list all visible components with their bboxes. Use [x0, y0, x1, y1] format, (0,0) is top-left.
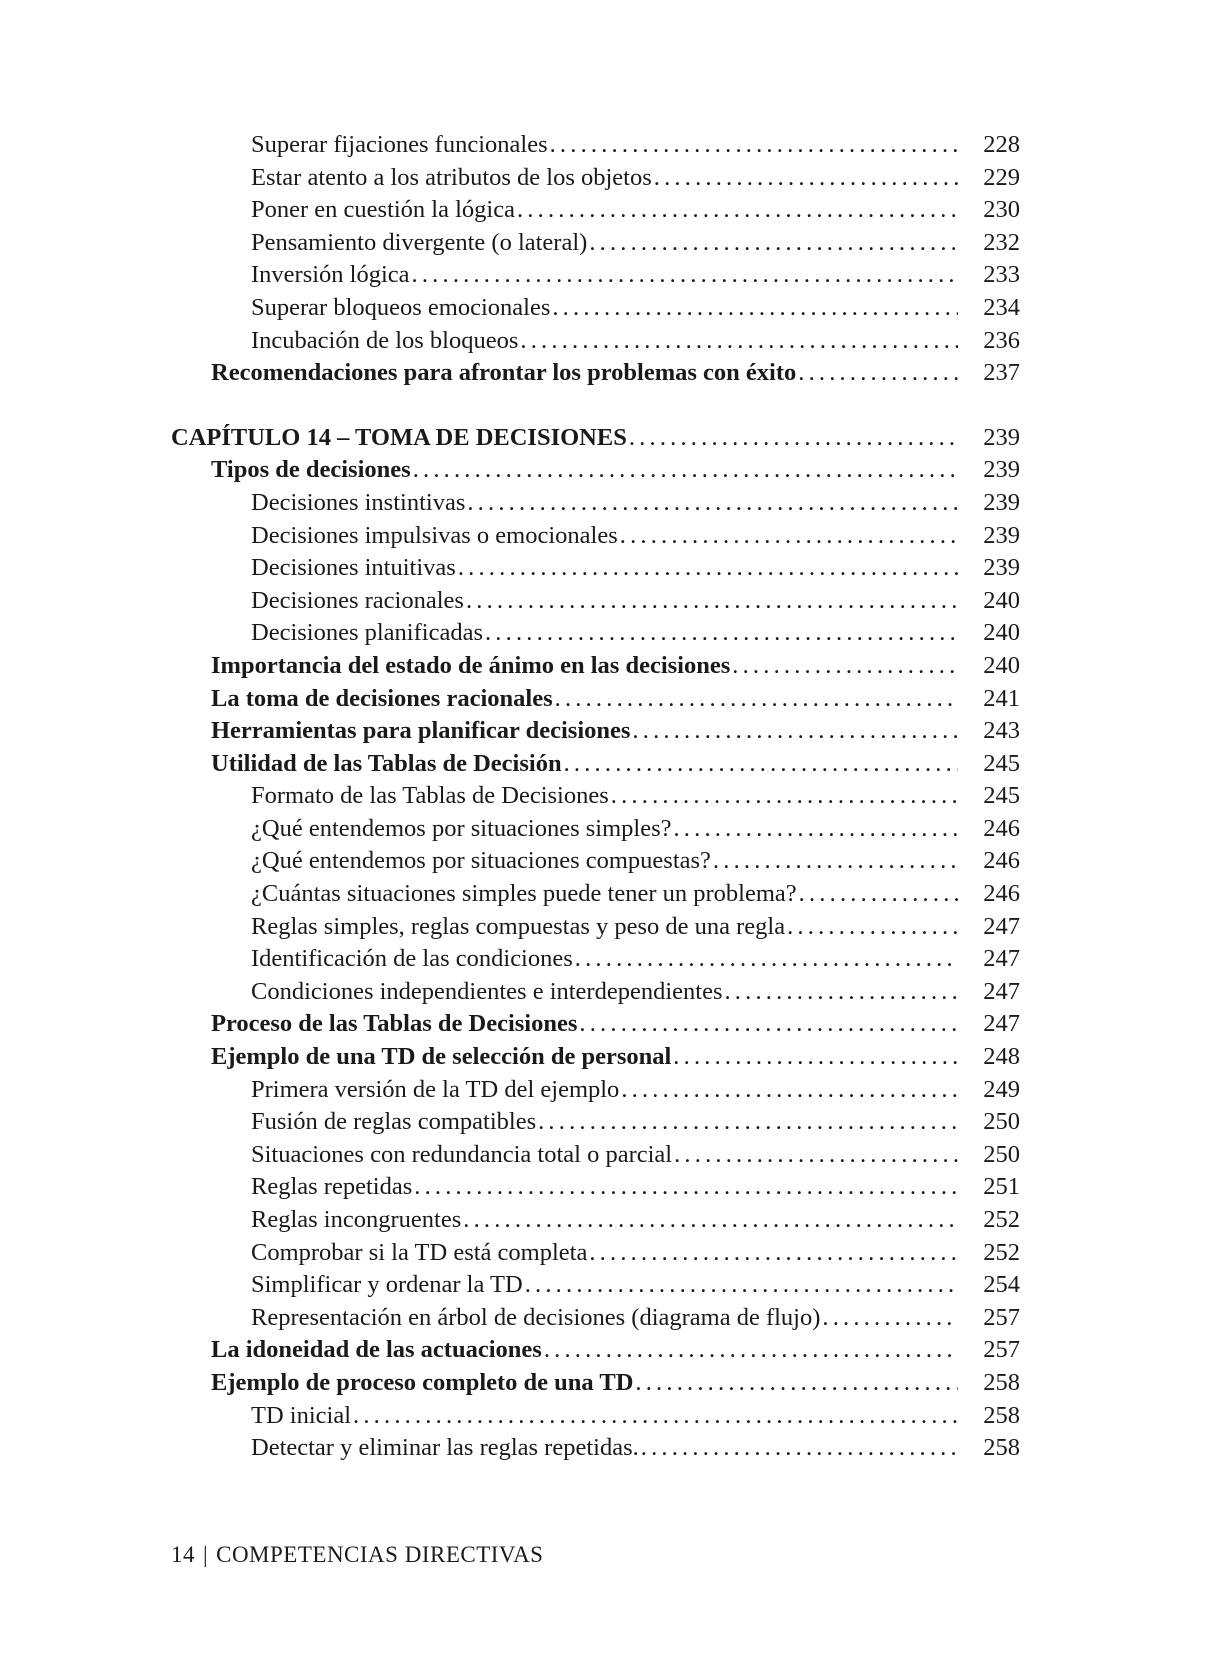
toc-entry-page-number: 234 — [983, 293, 1020, 321]
toc-dot-leader — [555, 683, 958, 716]
toc-entry-title-line — [171, 422, 958, 455]
toc-subsection-entry — [0, 162, 1205, 195]
toc-entry-page-number: 245 — [983, 782, 1020, 810]
toc-entry-title-line — [211, 1008, 958, 1041]
toc-entry-title: Poner en cuestión la lógica — [251, 196, 515, 224]
toc-entry-title-line — [251, 325, 958, 358]
toc-dot-leader — [353, 1400, 958, 1433]
toc-entry-title-line — [211, 454, 958, 487]
toc-entry-title-line — [251, 976, 958, 1009]
toc-entry-page-number: 252 — [983, 1206, 1020, 1233]
toc-entry-title: ¿Cuántas situaciones simples puede tener un problema? — [251, 880, 797, 908]
toc-entry-title: Decisiones racionales — [251, 586, 464, 614]
toc-section-entry — [0, 1367, 1205, 1400]
toc-entry-title-line — [251, 1237, 958, 1270]
toc-dot-leader — [629, 422, 958, 455]
toc-dot-leader — [732, 650, 958, 683]
toc-subsection-entry — [0, 1302, 1205, 1335]
toc-dot-leader — [635, 1367, 958, 1400]
toc-section-entry — [0, 715, 1205, 748]
toc-dot-leader — [787, 911, 958, 944]
toc-entry-title: Simplificar y ordenar la TD — [251, 1271, 523, 1299]
toc-entry-title: Representación en árbol de decisiones (diagrama de flujo) — [251, 1303, 821, 1331]
toc-entry-title-line — [251, 129, 958, 162]
toc-entry-title-line — [251, 1106, 958, 1139]
toc-entry-title-line — [251, 878, 958, 911]
toc-entry-title-line — [211, 650, 958, 683]
toc-dot-leader — [654, 162, 958, 195]
toc-entry-title-line — [251, 227, 958, 260]
toc-section-entry — [0, 1008, 1205, 1041]
toc-section-entry — [0, 357, 1205, 390]
toc-entry-title: Reglas simples, reglas compuestas y peso de una regla — [251, 912, 786, 940]
toc-subsection-entry — [0, 1237, 1205, 1270]
toc-subsection-entry — [0, 1139, 1205, 1172]
toc-entry-page-number: 245 — [983, 749, 1020, 777]
toc-dot-leader — [641, 1432, 958, 1465]
toc-entry-title-line — [251, 780, 958, 813]
toc-entry-title-line — [251, 162, 958, 195]
toc-entry-title: Ejemplo de una TD de selección de personal — [211, 1043, 672, 1071]
toc-subsection-entry — [0, 1074, 1205, 1107]
footer-book-title: COMPETENCIAS DIRECTIVAS — [216, 1542, 544, 1567]
toc-entry-page-number: 247 — [983, 945, 1020, 973]
toc-entry-title-line — [251, 1139, 958, 1172]
toc-dot-leader — [544, 1334, 958, 1367]
toc-entry-title-line — [251, 1204, 958, 1237]
toc-entry-title: Condiciones independientes e interdependientes — [251, 977, 723, 1005]
toc-entry-page-number: 257 — [983, 1303, 1020, 1331]
toc-entry-title-line — [251, 259, 958, 292]
toc-entry-title-line — [251, 194, 958, 227]
toc-entry-page-number: 233 — [983, 261, 1020, 289]
toc-entry-title-line — [251, 487, 958, 520]
toc-dot-leader — [673, 1041, 958, 1074]
toc-dot-leader — [520, 325, 958, 358]
toc-subsection-entry — [0, 845, 1205, 878]
footer-page-number: 14 — [171, 1542, 195, 1567]
toc-entry-title: Reglas repetidas — [251, 1173, 413, 1201]
toc-entry-title: Detectar y eliminar las reglas repetidas. — [251, 1434, 639, 1462]
toc-entry-title-line — [211, 683, 958, 716]
toc-entry-page-number: 229 — [983, 163, 1020, 191]
toc-entry-page-number: 228 — [983, 131, 1020, 158]
toc-entry-page-number: 240 — [983, 651, 1020, 679]
toc-entry-page-number: 239 — [983, 521, 1020, 549]
toc-entry-title: La toma de decisiones racionales — [211, 684, 553, 712]
toc-entry-page-number: 239 — [983, 456, 1020, 484]
toc-group-chapter-14 — [0, 422, 1205, 1465]
chapter-spacer — [0, 390, 1205, 422]
toc-dot-leader — [538, 1106, 958, 1139]
toc-entry-title: Formato de las Tablas de Decisiones — [251, 782, 609, 810]
toc-dot-leader — [620, 520, 958, 553]
toc-entry-title: Utilidad de las Tablas de Decisión — [211, 749, 562, 777]
toc-entry-title-line — [211, 715, 958, 748]
toc-entry-page-number: 257 — [983, 1336, 1020, 1364]
toc-dot-leader — [458, 552, 958, 585]
toc-subsection-entry — [0, 259, 1205, 292]
table-of-contents — [0, 129, 1205, 1465]
toc-dot-leader — [579, 1008, 958, 1041]
toc-entry-page-number: 248 — [983, 1043, 1020, 1071]
toc-entry-title-line — [251, 1400, 958, 1433]
toc-entry-title: Reglas incongruentes — [251, 1206, 462, 1233]
toc-subsection-entry — [0, 617, 1205, 650]
toc-entry-title-line — [251, 292, 958, 325]
toc-entry-title: Superar fijaciones funcionales — [251, 131, 548, 158]
toc-entry-title: Pensamiento divergente (o lateral) — [251, 228, 588, 256]
toc-subsection-entry — [0, 292, 1205, 325]
toc-entry-title: Identificación de las condiciones — [251, 945, 573, 973]
toc-entry-title-line — [211, 748, 958, 781]
toc-entry-title-line — [251, 520, 958, 553]
toc-entry-page-number: 252 — [983, 1238, 1020, 1266]
toc-subsection-entry — [0, 878, 1205, 911]
toc-entry-title: Ejemplo de proceso completo de una TD — [211, 1368, 634, 1396]
toc-entry-title-line — [211, 357, 958, 390]
toc-subsection-entry — [0, 129, 1205, 162]
toc-entry-title: Primera versión de la TD del ejemplo — [251, 1075, 620, 1103]
toc-entry-page-number: 258 — [983, 1434, 1020, 1462]
toc-chapter-entry — [0, 422, 1205, 455]
toc-entry-page-number: 247 — [983, 1010, 1020, 1038]
toc-entry-title-line — [251, 617, 958, 650]
toc-entry-page-number: 239 — [983, 488, 1020, 516]
page-footer — [171, 1542, 543, 1568]
toc-entry-page-number: 246 — [983, 814, 1020, 842]
toc-entry-title: Proceso de las Tablas de Decisiones — [211, 1010, 578, 1038]
toc-subsection-entry — [0, 520, 1205, 553]
toc-entry-title: Decisiones impulsivas o emocionales — [251, 521, 618, 549]
toc-dot-leader — [589, 227, 958, 260]
toc-subsection-entry — [0, 976, 1205, 1009]
toc-entry-title-line — [251, 1269, 958, 1302]
toc-section-entry — [0, 1334, 1205, 1367]
toc-entry-title-line — [211, 1334, 958, 1367]
toc-entry-page-number: 254 — [983, 1271, 1020, 1299]
toc-entry-page-number: 258 — [983, 1401, 1020, 1429]
toc-group-continuation — [0, 129, 1205, 390]
toc-entry-title: Fusión de reglas compatibles — [251, 1108, 537, 1136]
toc-dot-leader — [463, 1204, 958, 1237]
toc-dot-leader — [466, 585, 958, 618]
toc-subsection-entry — [0, 1171, 1205, 1204]
toc-dot-leader — [517, 194, 958, 227]
toc-subsection-entry — [0, 585, 1205, 618]
toc-entry-title: Estar atento a los atributos de los objetos — [251, 163, 652, 191]
toc-entry-title: Decisiones intuitivas — [251, 554, 456, 582]
toc-subsection-entry — [0, 194, 1205, 227]
toc-dot-leader — [713, 845, 958, 878]
toc-entry-page-number: 247 — [983, 912, 1020, 940]
toc-dot-leader — [413, 454, 958, 487]
toc-section-entry — [0, 1041, 1205, 1074]
toc-entry-title-line — [251, 1171, 958, 1204]
toc-entry-page-number: 243 — [983, 717, 1020, 745]
toc-subsection-entry — [0, 813, 1205, 846]
toc-dot-leader — [467, 487, 958, 520]
toc-dot-leader — [799, 878, 958, 911]
toc-subsection-entry — [0, 227, 1205, 260]
toc-entry-page-number: 250 — [983, 1108, 1020, 1136]
toc-dot-leader — [552, 292, 958, 325]
toc-dot-leader — [798, 357, 958, 390]
toc-dot-leader — [589, 1237, 958, 1270]
toc-entry-title: Situaciones con redundancia total o parcial — [251, 1140, 673, 1168]
toc-dot-leader — [632, 715, 958, 748]
toc-subsection-entry — [0, 1432, 1205, 1465]
toc-entry-title: Herramientas para planificar decisiones — [211, 717, 631, 745]
toc-entry-page-number: 258 — [983, 1368, 1020, 1396]
toc-entry-page-number: 232 — [983, 228, 1020, 256]
toc-section-entry — [0, 748, 1205, 781]
toc-entry-title: Inversión lógica — [251, 261, 410, 289]
toc-entry-title: Decisiones planificadas — [251, 619, 483, 647]
toc-entry-title-line — [251, 943, 958, 976]
toc-section-entry — [0, 454, 1205, 487]
toc-dot-leader — [674, 1139, 958, 1172]
toc-entry-title: Incubación de los bloqueos — [251, 326, 519, 354]
toc-entry-title-line — [211, 1041, 958, 1074]
toc-entry-page-number: 241 — [983, 684, 1020, 712]
toc-dot-leader — [550, 129, 958, 162]
toc-dot-leader — [485, 617, 958, 650]
toc-subsection-entry — [0, 780, 1205, 813]
toc-entry-title: La idoneidad de las actuaciones — [211, 1336, 542, 1364]
toc-entry-title: Importancia del estado de ánimo en las decisiones — [211, 651, 731, 679]
toc-entry-page-number: 239 — [983, 554, 1020, 582]
toc-entry-page-number: 236 — [983, 326, 1020, 354]
toc-entry-page-number: 250 — [983, 1140, 1020, 1168]
toc-entry-page-number: 239 — [983, 423, 1020, 451]
toc-subsection-entry — [0, 1204, 1205, 1237]
toc-subsection-entry — [0, 1269, 1205, 1302]
toc-entry-title-line — [251, 911, 958, 944]
toc-entry-title-line — [251, 1302, 958, 1335]
toc-entry-title-line — [251, 1074, 958, 1107]
toc-entry-page-number: 237 — [983, 359, 1020, 387]
toc-subsection-entry — [0, 325, 1205, 358]
toc-dot-leader — [611, 780, 958, 813]
toc-subsection-entry — [0, 943, 1205, 976]
toc-dot-leader — [822, 1302, 958, 1335]
toc-section-entry — [0, 683, 1205, 716]
toc-subsection-entry — [0, 1400, 1205, 1433]
toc-entry-title: Comprobar si la TD está completa — [251, 1238, 588, 1266]
toc-dot-leader — [621, 1074, 958, 1107]
toc-entry-title-line — [251, 1432, 958, 1465]
toc-dot-leader — [575, 943, 958, 976]
toc-dot-leader — [724, 976, 958, 1009]
toc-entry-title: Superar bloqueos emocionales — [251, 293, 551, 321]
toc-entry-page-number: 246 — [983, 880, 1020, 908]
toc-entry-title: Decisiones instintivas — [251, 488, 466, 516]
toc-entry-page-number: 249 — [983, 1075, 1020, 1103]
toc-entry-page-number: 240 — [983, 586, 1020, 614]
footer-separator: | — [203, 1542, 209, 1567]
toc-entry-title: ¿Qué entendemos por situaciones simples? — [251, 814, 672, 842]
toc-subsection-entry — [0, 1106, 1205, 1139]
toc-entry-title: ¿Qué entendemos por situaciones compuestas? — [251, 847, 711, 875]
toc-entry-title: TD inicial — [251, 1401, 352, 1429]
toc-entry-page-number: 230 — [983, 196, 1020, 224]
toc-entry-title: CAPÍTULO 14 – TOMA DE DECISIONES — [171, 423, 627, 451]
toc-entry-page-number: 240 — [983, 619, 1020, 647]
toc-subsection-entry — [0, 487, 1205, 520]
toc-entry-title-line — [251, 813, 958, 846]
toc-dot-leader — [412, 259, 958, 292]
toc-dot-leader — [525, 1269, 958, 1302]
toc-dot-leader — [564, 748, 958, 781]
toc-entry-page-number: 247 — [983, 977, 1020, 1005]
toc-subsection-entry — [0, 552, 1205, 585]
toc-entry-page-number: 251 — [983, 1173, 1020, 1201]
toc-entry-title: Recomendaciones para afrontar los problemas con éxito — [211, 359, 797, 387]
toc-entry-page-number: 246 — [983, 847, 1020, 875]
toc-dot-leader — [414, 1171, 958, 1204]
toc-entry-title-line — [211, 1367, 958, 1400]
toc-section-entry — [0, 650, 1205, 683]
toc-subsection-entry — [0, 911, 1205, 944]
toc-entry-title-line — [251, 552, 958, 585]
toc-entry-title-line — [251, 845, 958, 878]
toc-entry-title-line — [251, 585, 958, 618]
toc-dot-leader — [673, 813, 958, 846]
toc-entry-title: Tipos de decisiones — [211, 456, 411, 484]
